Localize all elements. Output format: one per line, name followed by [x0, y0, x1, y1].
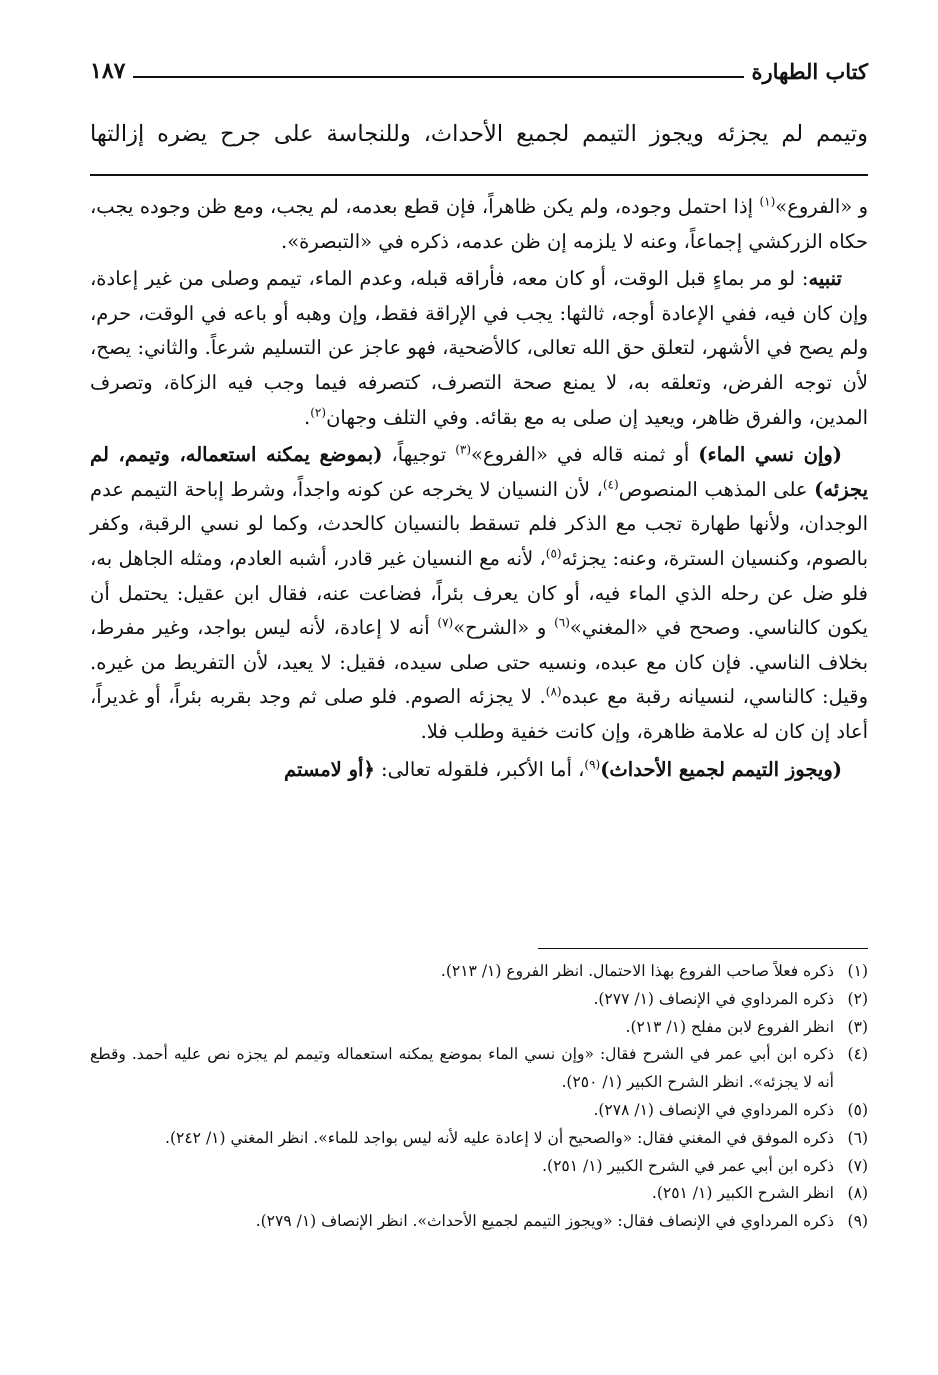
text-run: ، لأن النسيان لا يخرجه عن كونه واجداً، وشرط إباحة التيمم عدم الوجدان، ولأنها طهارة تجب مع الذكر فلم تسقط بالنسيان كالحدث، وكما لو نسي الرقبة، وكفر بالصوم، وكنسيان السترة، وعنه: يجزئه — [90, 477, 868, 570]
footnote-text: ذكره ابن أبي عمر في الشرح الكبير (١/ ٢٥١). — [542, 1156, 834, 1175]
page-number: ١٨٧ — [90, 58, 126, 84]
footnote-item — [90, 1097, 868, 1125]
text-run: و «الفروع» — [775, 195, 868, 218]
commentary-paragraph-3 — [90, 438, 868, 749]
text-run: أو ثمنه قاله في «الفروع» — [471, 443, 699, 467]
footnote-ref-1[interactable]: (١) — [759, 194, 776, 209]
footnote-item — [90, 1180, 868, 1208]
footnote-text: ذكره المرداوي في الإنصاف (١/ ٢٧٨). — [593, 1100, 834, 1119]
footnote-ref-7[interactable]: (٧) — [437, 615, 454, 630]
commentary-paragraph-4 — [90, 753, 868, 788]
footnote-ref-2[interactable]: (٢) — [310, 405, 327, 420]
footnote-number: (١) — [847, 962, 868, 980]
quran-quote: ﴿أو لامستم — [283, 757, 375, 781]
footnote-item — [90, 1125, 868, 1153]
matn-quote: (ويجوز التيمم لجميع الأحداث) — [600, 757, 842, 781]
footnote-number: (٥) — [847, 1100, 868, 1119]
page-header — [90, 52, 868, 86]
matn-quote: (وإن نسي الماء) — [698, 443, 843, 467]
footnote-ref-6[interactable]: (٦) — [554, 615, 570, 630]
footnote-text: انظر الشرح الكبير (١/ ٢٥١). — [651, 1184, 834, 1203]
footnote-number: (٩) — [847, 1212, 868, 1231]
text-run: توجيهاً، — [382, 443, 456, 467]
footnote-number: (٢) — [847, 989, 868, 1008]
commentary-paragraph-2 — [90, 262, 868, 435]
matn-quote: (بموضع يمكنه استعماله، وتيمم، لم يجزئه) — [90, 443, 868, 501]
text-run: إذا احتمل وجوده، ولم يكن ظاهراً، فإن قطع بعدمه، لم يجب، ومع ظن وجوده يجب، حكاه الزركشي إجماعاً، وعنه لا يلزمه إن ظن عدمه، ذكره في «التبصرة». — [90, 195, 868, 253]
footnote-item — [90, 958, 868, 986]
footnotes-divider — [538, 948, 868, 949]
matn-divider — [90, 174, 868, 176]
footnote-number: (٧) — [847, 1156, 868, 1175]
footnote-item — [90, 1041, 868, 1097]
footnote-number: (٣) — [847, 1017, 868, 1036]
footnote-item — [90, 1208, 868, 1236]
footnote-ref-8[interactable]: (٨) — [545, 684, 562, 699]
text-run: ، لأنه مع النسيان غير قادر، أشبه العادم، ومثله الجاهل به، فلو ضل عن رحله الذي الماء فيه، أو كان يعرف بئراً، فضاعت عنه، فقال ابن عقيل: يحتمل أن يكون كالناسي. وصحح في «المغني» — [90, 546, 868, 640]
footnote-number: (٦) — [847, 1128, 868, 1147]
footnote-ref-5[interactable]: (٥) — [545, 546, 562, 561]
text-run: ، أما الأكبر، فلقوله تعالى: — [374, 757, 585, 781]
footnote-number: (٤) — [847, 1045, 868, 1064]
running-title: كتاب الطهارة — [751, 59, 868, 84]
text-run: . لا يجزئه الصوم. فلو صلى ثم وجد بقربه بئراً، أو غديراً، أعاد إن كان له علامة ظاهرة، وإن كانت خفية وطلب فلا. — [90, 685, 868, 743]
text-run: . — [304, 405, 311, 429]
footnote-item — [90, 1153, 868, 1181]
text-run: : لو مر بماءٍ قبل الوقت، أو كان معه، فأراقه قبله، وعدم الماء، تيمم وصلى من غير إعادة، وإن كان فيه، ففي الإعادة أوجه، ثالثها: يجب في الإراقة فقط، وإن وهبه أو باعه في الوقت، حرم، ولم يصح في الأشهر، لتعلق حق الله تعالى، كالأضحية، فهو عاجز عن التسليم شرعاً. والثاني: يصح، لأن توجه الفرض، وتعلقه به، لا يمنع صحة التصرف، كتصرفه فيما وجب فيه الزكاة، وتصرف المدين، والفرق ظاهر، ويعيد إن صلى به مع بقائه. وفي التلف وجهان — [90, 267, 868, 429]
text-run: و «الشرح» — [453, 616, 555, 640]
text-run: أنه لا إعادة، لأنه ليس بواجد، وغير مفرط، بخلاف الناسي. فإن كان مع عبده، ونسيه حتى صلى سيده، فقيل: لا يعيد، لأن التفريط من غيره. وقيل: كالناسي، لنسيانه رقبة مع عبده — [90, 616, 868, 709]
footnote-ref-4[interactable]: (٤) — [602, 477, 619, 492]
book-page — [90, 0, 868, 1375]
commentary-paragraph-1 — [90, 190, 868, 259]
footnote-ref-3[interactable]: (٣) — [455, 442, 472, 457]
footnote-text: ذكره فعلاً صاحب الفروع بهذا الاحتمال. انظر الفروع (١/ ٢١٣). — [440, 962, 834, 980]
footnote-item — [90, 986, 868, 1014]
footnote-text: ذكره الموفق في المغني فقال: «والصحيح أن لا إعادة عليه لأنه ليس بواجد للماء». انظر المغني (١/ ٢٤٢). — [165, 1128, 834, 1147]
footnote-item — [90, 1014, 868, 1042]
matn-text: وتيمم لم يجزئه ويجوز التيمم لجميع الأحداث، وللنجاسة على جرح يضره إزالتها — [90, 121, 868, 147]
header-rule — [133, 76, 743, 78]
footnote-text: ذكره المرداوي في الإنصاف فقال: «ويجوز التيمم لجميع الأحداث». انظر الإنصاف (١/ ٢٧٩). — [255, 1212, 834, 1231]
footnote-text: انظر الفروع لابن مفلح (١/ ٢١٣). — [625, 1017, 834, 1036]
tanbih-label: تنبيه — [808, 267, 842, 291]
text-run: على المذهب المنصوص — [618, 477, 815, 501]
footnote-text: ذكره ابن أبي عمر في الشرح فقال: «وإن نسي الماء بموضع يمكنه استعماله وتيمم لم يجزه نص عليه أحمد. وقطع أنه لا يجزئه». انظر الشرح الكبير (١/ ٢٥٠). — [90, 1045, 834, 1092]
footnote-ref-9[interactable]: (٩) — [584, 757, 601, 771]
footnote-text: ذكره المرداوي في الإنصاف (١/ ٢٧٧). — [593, 989, 834, 1008]
footnotes — [90, 958, 868, 1236]
footnote-number: (٨) — [847, 1184, 868, 1203]
commentary — [90, 190, 868, 787]
